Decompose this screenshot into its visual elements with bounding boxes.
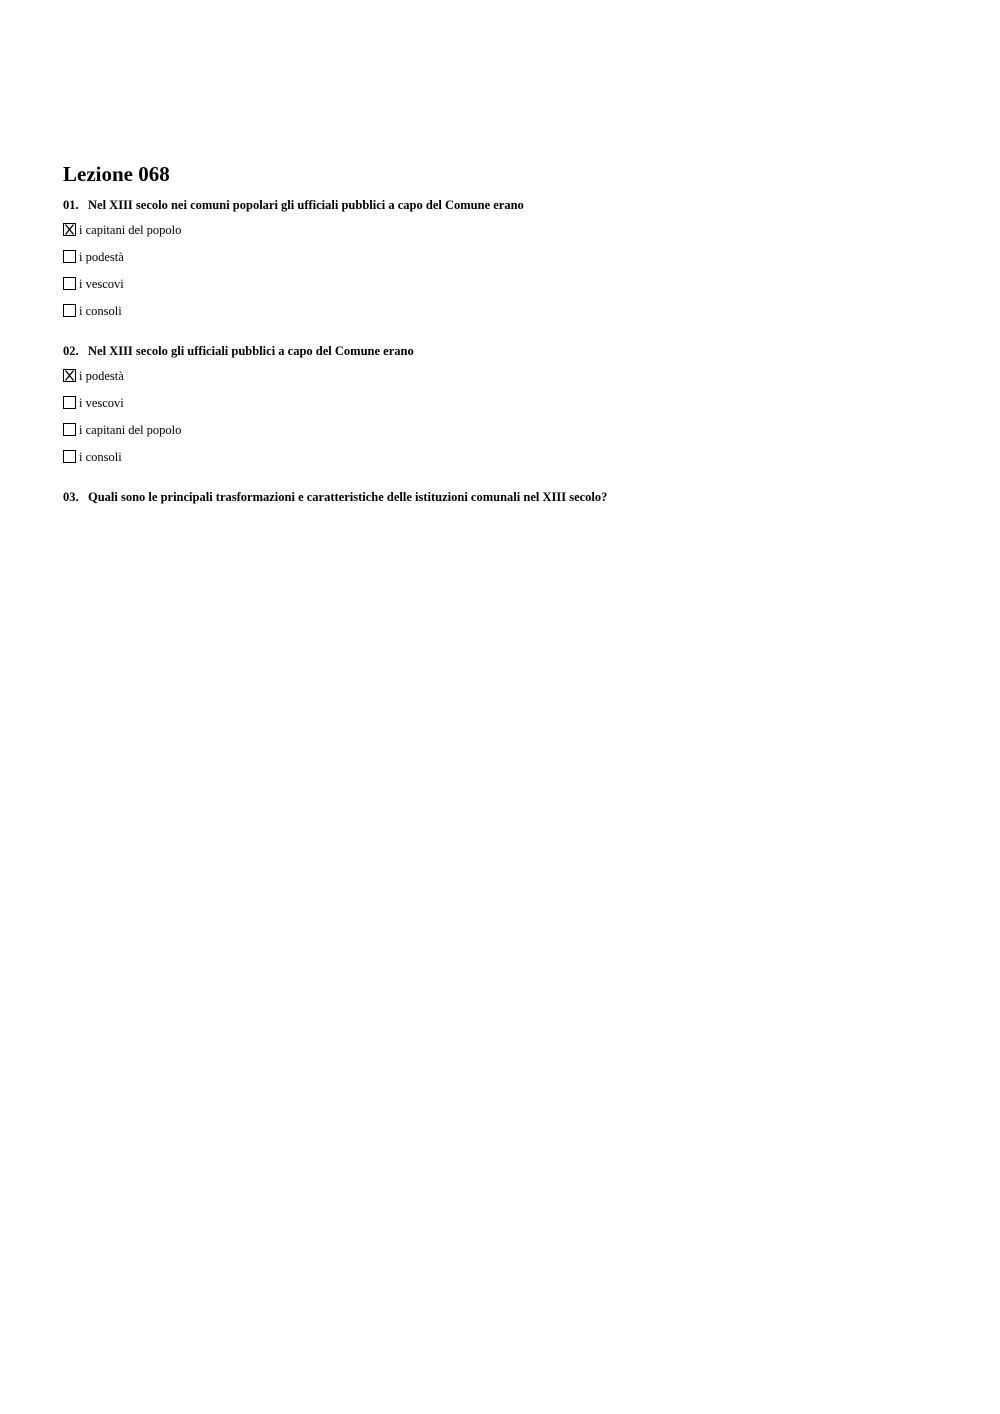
answer-1-3-label: i vescovi (79, 277, 124, 291)
question-spacer (63, 330, 943, 343)
answer-1-1[interactable] (63, 222, 943, 249)
answer-1-2-label: i podestà (79, 250, 124, 264)
answer-2-2-label: i vescovi (79, 396, 124, 410)
question-spacer (63, 476, 943, 489)
lesson-page (63, 161, 943, 514)
answer-2-2[interactable] (63, 395, 943, 422)
answer-1-1-label: i capitani del popolo (79, 223, 182, 237)
question-3 (63, 489, 943, 505)
question-1-prompt: Nel XIII secolo nei comuni popolari gli ufficiali pubblici a capo del Comune erano (88, 198, 524, 212)
answer-1-2[interactable] (63, 249, 943, 276)
answer-1-4-label: i consoli (79, 304, 122, 318)
question-3-text (63, 489, 943, 505)
answer-2-4-label: i consoli (79, 450, 122, 464)
checkmark-x-icon (64, 370, 75, 381)
answer-2-1-checkbox[interactable] (63, 369, 76, 382)
answer-1-1-checkbox[interactable] (63, 223, 76, 236)
answer-1-4-checkbox[interactable] (63, 304, 76, 317)
answer-1-4[interactable] (63, 303, 943, 330)
question-2-number: 02. (63, 344, 79, 358)
answer-1-2-checkbox[interactable] (63, 250, 76, 263)
answer-1-3[interactable] (63, 276, 943, 303)
question-1-number: 01. (63, 198, 79, 212)
question-1-text (63, 197, 943, 213)
answer-2-2-checkbox[interactable] (63, 396, 76, 409)
answer-2-3[interactable] (63, 422, 943, 449)
lesson-title: Lezione 068 (63, 162, 170, 186)
answer-2-3-checkbox[interactable] (63, 423, 76, 436)
question-3-prompt: Quali sono le principali trasformazioni e caratteristiche delle istituzioni comunali nel XIII secolo? (88, 490, 608, 504)
answer-2-4[interactable] (63, 449, 943, 476)
question-2-text (63, 343, 943, 359)
answer-2-1[interactable] (63, 368, 943, 395)
question-2-prompt: Nel XIII secolo gli ufficiali pubblici a capo del Comune erano (88, 344, 414, 358)
question-2 (63, 343, 943, 476)
answer-1-3-checkbox[interactable] (63, 277, 76, 290)
question-3-number: 03. (63, 490, 79, 504)
answer-2-1-label: i podestà (79, 369, 124, 383)
question-1 (63, 197, 943, 330)
answer-2-3-label: i capitani del popolo (79, 423, 182, 437)
checkmark-x-icon (64, 224, 75, 235)
answer-2-4-checkbox[interactable] (63, 450, 76, 463)
